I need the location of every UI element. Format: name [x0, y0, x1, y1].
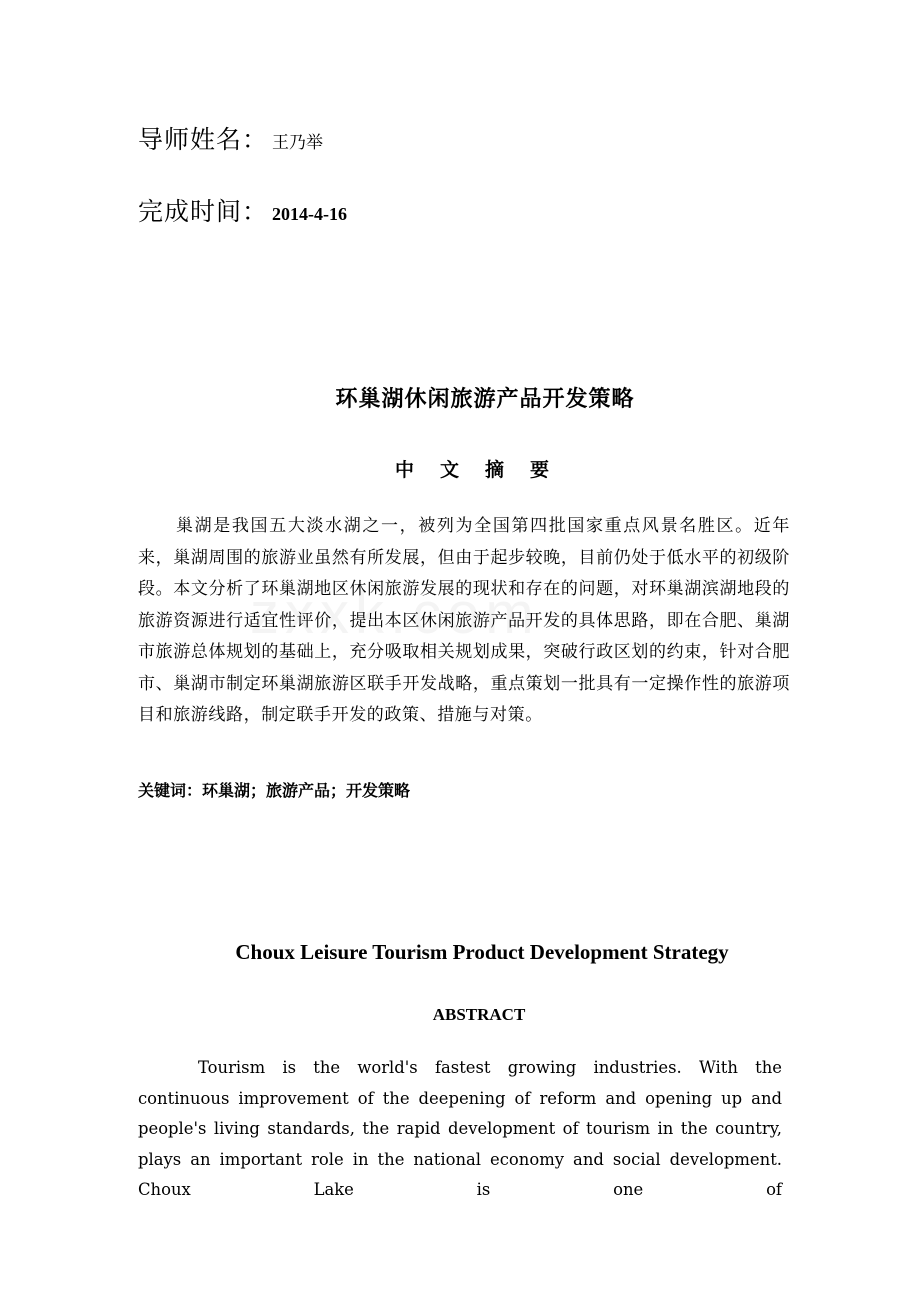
chinese-title: 环巢湖休闲旅游产品开发策略 [335, 387, 635, 412]
completion-date-value: 2014-4-16 [272, 204, 348, 224]
keywords-label: 关键词： [138, 781, 203, 800]
english-title: Choux Leisure Tourism Product Development Strategy [235, 940, 729, 964]
advisor-label: 导师姓名： [138, 125, 269, 154]
english-abstract-body: Tourism is the world's fastest growing industries. With the continuous improvement of the deepening of reform and opening up and people's living standards, the rapid development of tourism in the country, plays an important role in the national economy and social development. Choux Lake is one of [138, 1058, 782, 1199]
chinese-abstract-body: 巢湖是我国五大淡水湖之一，被列为全国第四批国家重点风景名胜区。近年来，巢湖周围的旅游业虽然有所发展，但由于起步较晚，目前仍处于低水平的初级阶段。本文分析了环巢湖地区休闲旅游发展的现状和存在的问题，对环巢湖滨湖地段的旅游资源进行适宜性评价，提出本区休闲旅游产品开发的具体思路，即在合肥、巢湖市旅游总体规划的基础上，充分吸取相关规划成果，突破行政区划的约束，针对合肥市、巢湖市制定环巢湖旅游区联手开发战略，重点策划一批具有一定操作性的旅游项目和旅游线路，制定联手开发的政策、措施与对策。 [138, 516, 790, 725]
keywords-list: 环巢湖；旅游产品；开发策略 [202, 781, 411, 800]
completion-date-label: 完成时间： [138, 197, 269, 226]
chinese-abstract-heading: 中文摘要 [394, 459, 575, 481]
chinese-keywords [138, 778, 410, 801]
advisor-name: 王乃举 [272, 133, 324, 153]
completion-date-row [138, 192, 347, 228]
advisor-row [138, 120, 323, 156]
english-abstract-heading: ABSTRACT [432, 1005, 526, 1024]
